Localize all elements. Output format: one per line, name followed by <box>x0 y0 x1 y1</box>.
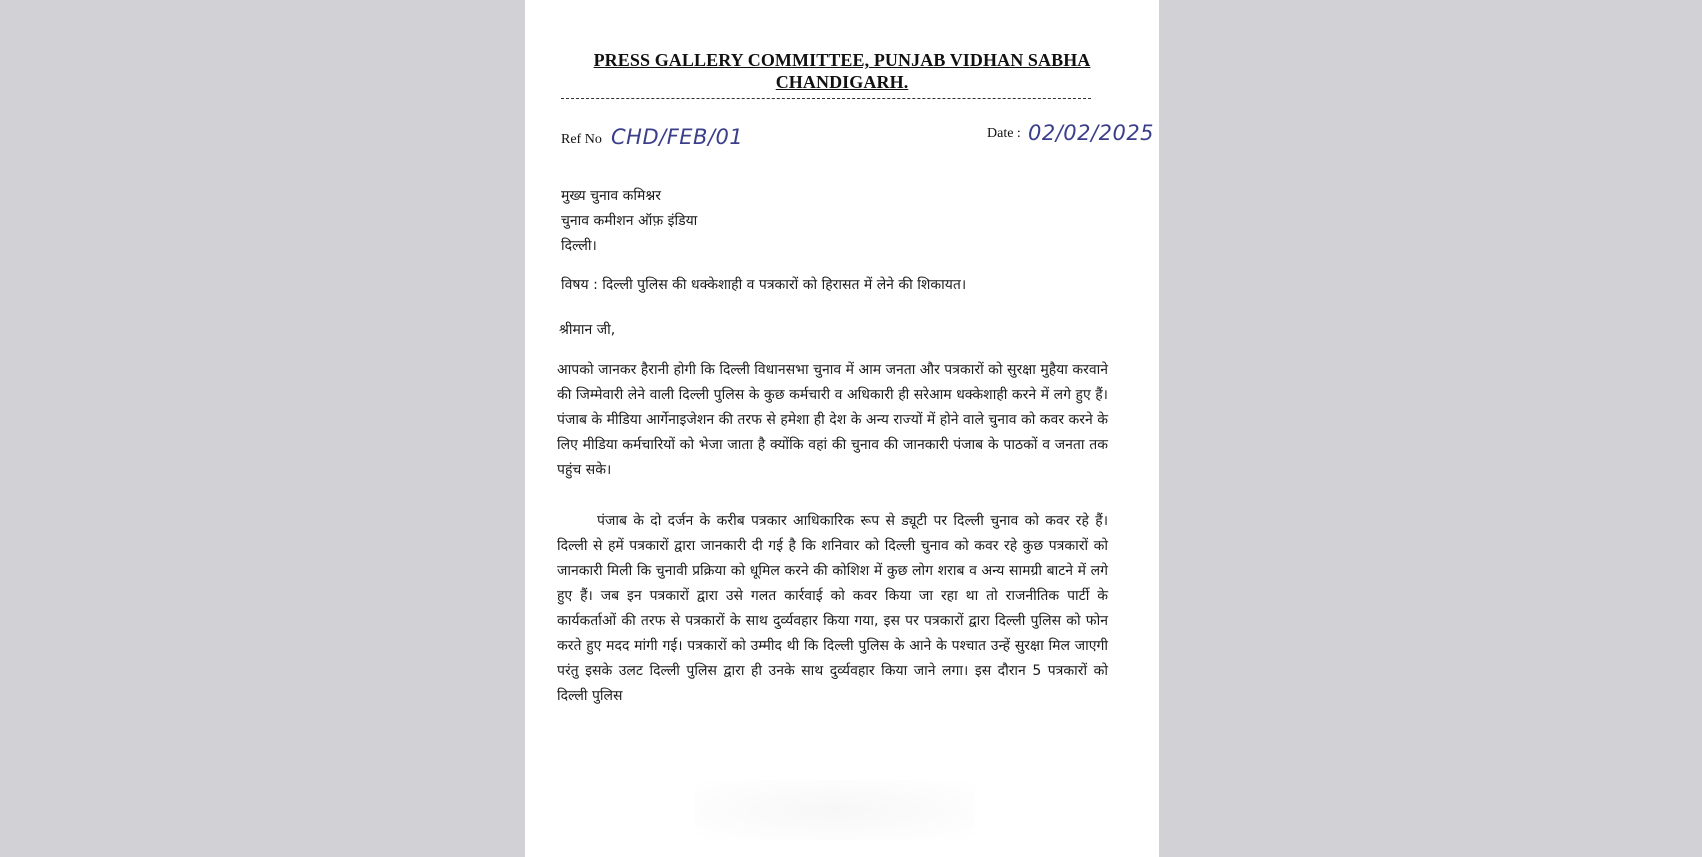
dashed-divider <box>561 98 1091 99</box>
date-label: Date : <box>987 126 1021 141</box>
recipient-line-2: चुनाव कमीशन ऑफ़ इंडिया <box>561 213 698 229</box>
letterhead-title: PRESS GALLERY COMMITTEE, PUNJAB VIDHAN SABHA <box>593 50 1091 70</box>
body-paragraph-2: पंजाब के दो दर्जन के करीब पत्रकार आधिकारिक रूप से ड्यूटी पर दिल्ली चुनाव को कवर रहे हैं। दिल्ली से हमें पत्रकारों द्वारा जानकारी दी गई है कि शनिवार को दिल्ली चुनाव को कवर रहे कुछ पत्रकारों को जानकारी मिली कि चुनावी प्रक्रिया को धूमिल करने की कोशिश में कुछ लोग शराब व अन्य सामग्री बाटने में लगे हुए हैं। जब इन पत्रकारों द्वारा उसे गलत कार्रवाई को कवर किया जा रहा था तो राजनीतिक पार्टी के कार्यकर्ताओं की तरफ से पत्रकारों के साथ दुर्व्यवहार किया गया, इस पर पत्रकारों द्वारा दिल्ली पुलिस को फोन करते हुए मदद मांगी गई। पत्रकारों को उम्मीद थी कि दिल्ली पुलिस के आने के पश्चात उन्हें सुरक्षा मिल जाएगी परंतु इसके उलट दिल्ली पुलिस द्वारा ही उनके साथ दुर्व्यवहार किया जाने लगा। इस दौरान 5 पत्रकारों को दिल्ली पुलिस <box>557 513 1108 704</box>
ref-number-handwritten: CHD/FEB/01 <box>611 125 744 149</box>
letter-page <box>525 0 1159 857</box>
recipient-line-3: दिल्ली। <box>561 238 597 254</box>
letterhead-city: CHANDIGARH. <box>775 72 909 92</box>
salutation: श्रीमान जी, <box>559 322 616 338</box>
date-handwritten: 02/02/2025 <box>1028 121 1155 145</box>
recipient-line-1: मुख्य चुनाव कमिश्नर <box>561 188 662 204</box>
scan-smudge <box>695 780 975 840</box>
body-paragraph-1: आपको जानकर हैरानी होगी कि दिल्ली विधानसभा चुनाव में आम जनता और पत्रकारों को सुरक्षा मुहैया करवाने की जिम्मेवारी लेने वाली दिल्ली पुलिस के कुछ कर्मचारी व अधिकारी ही सरेआम धक्केशाही करने में लगे हुए हैं। पंजाब के मीडिया आर्गेनाइजेशन की तरफ से हमेशा ही देश के अन्य राज्यों में होने वाले चुनाव को कवर करने के लिए मीडिया कर्मचारियों को भेजा जाता है क्योंकि वहां की चुनाव की जानकारी पंजाब के पाठकों व जनता तक पहुंच सके। <box>557 362 1108 478</box>
subject-line: विषय : दिल्ली पुलिस की धक्केशाही व पत्रकारों को हिरासत में लेने की शिकायत। <box>561 277 967 293</box>
ref-label: Ref No <box>561 132 602 147</box>
